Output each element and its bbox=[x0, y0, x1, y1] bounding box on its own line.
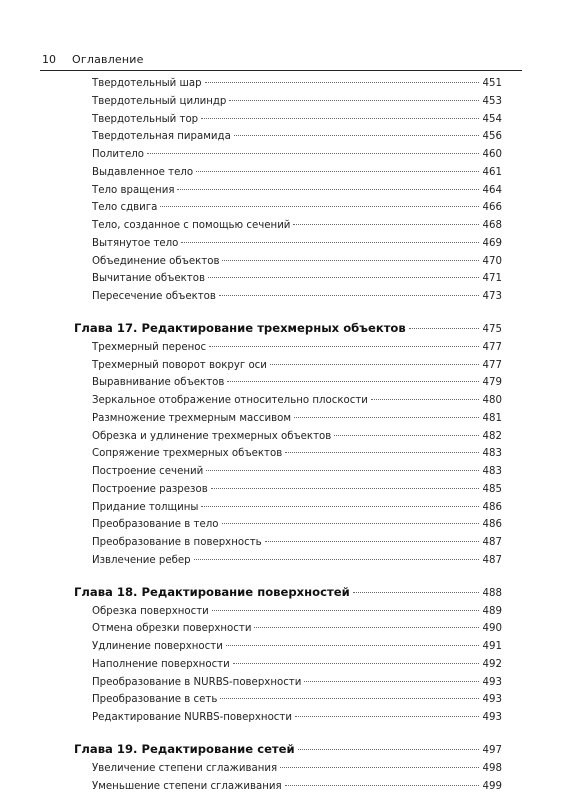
toc-entry-title: Трехмерный перенос bbox=[92, 341, 207, 353]
toc-entry bbox=[92, 291, 502, 302]
toc-entry bbox=[92, 502, 502, 513]
toc-entry-page: 483 bbox=[482, 448, 502, 460]
dot-leader bbox=[280, 767, 479, 768]
toc-entry bbox=[92, 202, 502, 213]
dot-leader bbox=[220, 698, 479, 699]
dot-leader bbox=[229, 100, 479, 101]
toc-entry bbox=[92, 519, 502, 530]
toc-entry-page: 479 bbox=[482, 377, 502, 389]
toc-entry bbox=[92, 167, 502, 178]
dot-leader bbox=[206, 470, 479, 471]
toc-entry-page: 470 bbox=[482, 255, 502, 267]
toc-entry-title: Твердотельная пирамида bbox=[92, 131, 231, 143]
running-title: Оглавление bbox=[72, 53, 144, 66]
toc-entry-page: 489 bbox=[482, 605, 502, 617]
toc-entry bbox=[92, 677, 502, 688]
toc-entry-title: Придание толщины bbox=[92, 501, 199, 513]
toc-entry-title: Объединение объектов bbox=[92, 255, 220, 267]
toc-entry-title: Размножение трехмерным массивом bbox=[92, 412, 292, 424]
dot-leader bbox=[371, 399, 479, 400]
toc-entry bbox=[92, 431, 502, 442]
toc-entry bbox=[92, 781, 502, 792]
toc-entry-page: 493 bbox=[482, 676, 502, 688]
toc-entry bbox=[92, 220, 502, 231]
dot-leader bbox=[304, 681, 479, 682]
toc-entry-title: Извлечение ребер bbox=[92, 554, 191, 566]
toc-entry-title: Наполнение поверхности bbox=[92, 658, 230, 670]
dot-leader bbox=[270, 364, 479, 365]
toc-entry-title: Сопряжение трехмерных объектов bbox=[92, 448, 283, 460]
toc-entry bbox=[92, 484, 502, 495]
dot-leader bbox=[234, 135, 479, 136]
toc-entry-title: Преобразование в NURBS-поверхности bbox=[92, 676, 302, 688]
toc-entry-title: Вычитание объектов bbox=[92, 273, 205, 285]
page-number: 10 bbox=[42, 53, 56, 66]
toc-entry-title: Преобразование в сеть bbox=[92, 694, 218, 706]
toc-entry bbox=[92, 377, 502, 388]
toc-entry-page: 454 bbox=[482, 113, 502, 125]
dot-leader bbox=[196, 171, 479, 172]
toc-entry-title: Выравнивание объектов bbox=[92, 377, 225, 389]
toc-entry-title: Уменьшение степени сглаживания bbox=[92, 780, 282, 792]
toc-entry-title: Тело вращения bbox=[92, 184, 175, 196]
toc-entry-title: Увеличение степени сглаживания bbox=[92, 762, 278, 774]
toc-entry-title: Построение сечений bbox=[92, 466, 204, 477]
toc-entry bbox=[92, 448, 502, 459]
dot-leader bbox=[233, 663, 479, 664]
toc-entry-title: Обрезка поверхности bbox=[92, 605, 209, 617]
toc-entry-page: 499 bbox=[482, 780, 502, 792]
dot-leader bbox=[201, 118, 479, 119]
toc-entry bbox=[92, 659, 502, 670]
toc-entry bbox=[92, 537, 502, 548]
toc-entry-page: 483 bbox=[482, 466, 502, 477]
dot-leader bbox=[298, 749, 479, 750]
toc-entry-page: 473 bbox=[482, 291, 502, 302]
toc-entry-title: Глава 17. Редактирование трехмерных объектов bbox=[74, 320, 406, 335]
toc-entry-page: 477 bbox=[482, 359, 502, 371]
toc-entry-page: 468 bbox=[482, 220, 502, 231]
dot-leader bbox=[212, 610, 479, 611]
toc-entry-page: 480 bbox=[482, 395, 502, 406]
toc-entry-page: 456 bbox=[482, 131, 502, 143]
toc-entry-page: 493 bbox=[482, 694, 502, 706]
dot-leader bbox=[254, 627, 479, 628]
dot-leader bbox=[201, 506, 479, 507]
toc-entry-title: Выдавленное тело bbox=[92, 166, 194, 178]
toc-entry bbox=[92, 149, 502, 160]
toc-entry-title: Обрезка и удлинение трехмерных объектов bbox=[92, 430, 332, 442]
dot-leader bbox=[353, 592, 479, 593]
dot-leader bbox=[295, 716, 479, 717]
toc-entry bbox=[92, 763, 502, 774]
toc-entry bbox=[92, 273, 502, 284]
toc-entry-title: Твердотельный цилиндр bbox=[92, 95, 227, 107]
dot-leader bbox=[334, 435, 479, 436]
toc-entry bbox=[92, 96, 502, 107]
toc-entry-page: 469 bbox=[482, 237, 502, 249]
toc-entry-title: Редактирование NURBS-поверхности bbox=[92, 712, 292, 723]
toc-entry-title: Зеркальное отображение относительно плоскости bbox=[92, 395, 368, 406]
dot-leader bbox=[194, 559, 479, 560]
toc-entry-page: 486 bbox=[482, 501, 502, 513]
dot-leader bbox=[205, 82, 479, 83]
toc-chapter-entry bbox=[74, 742, 502, 756]
toc-entry-title: Построение разрезов bbox=[92, 483, 208, 495]
toc-entry-title: Преобразование в тело bbox=[92, 519, 219, 531]
dot-leader bbox=[265, 541, 479, 542]
toc-entry-page: 493 bbox=[482, 712, 502, 723]
toc-entry-page: 453 bbox=[482, 95, 502, 107]
dot-leader bbox=[222, 523, 480, 524]
toc-entry-page: 490 bbox=[482, 623, 502, 635]
dot-leader bbox=[211, 488, 479, 489]
toc-entry bbox=[92, 238, 502, 249]
toc-entry-page: 471 bbox=[482, 273, 502, 285]
toc-entry-page: 464 bbox=[482, 184, 502, 196]
toc-entry bbox=[92, 185, 502, 196]
toc-entry-page: 497 bbox=[482, 744, 502, 756]
toc-entry-page: 487 bbox=[482, 537, 502, 548]
toc-entry-page: 498 bbox=[482, 762, 502, 774]
toc-entry-title: Удлинение поверхности bbox=[92, 641, 223, 652]
toc-entry-title: Вытянутое тело bbox=[92, 237, 179, 249]
toc-entry bbox=[92, 131, 502, 142]
toc-entry bbox=[92, 641, 502, 652]
toc-entry-page: 487 bbox=[482, 554, 502, 566]
dot-leader bbox=[177, 189, 479, 190]
dot-leader bbox=[293, 224, 479, 225]
toc-entry bbox=[92, 555, 502, 566]
toc-entry-title: Твердотельный шар bbox=[92, 78, 202, 89]
dot-leader bbox=[227, 381, 479, 382]
toc-entry bbox=[92, 78, 502, 89]
toc-entry bbox=[92, 114, 502, 125]
toc-entry-title: Пересечение объектов bbox=[92, 291, 216, 302]
dot-leader bbox=[285, 785, 479, 786]
toc-entry-title: Твердотельный тор bbox=[92, 113, 199, 125]
toc-entry bbox=[92, 342, 502, 353]
dot-leader bbox=[409, 328, 479, 329]
toc-entry bbox=[92, 466, 502, 477]
toc-entry-title: Тело, созданное с помощью сечений bbox=[92, 220, 291, 231]
toc-entry-page: 477 bbox=[482, 341, 502, 353]
toc-entry-page: 488 bbox=[482, 587, 502, 599]
dot-leader bbox=[147, 153, 479, 154]
toc-chapter-entry bbox=[74, 585, 502, 599]
toc-entry bbox=[92, 623, 502, 634]
toc-entry-title: Преобразование в поверхность bbox=[92, 537, 262, 548]
dot-leader bbox=[294, 417, 479, 418]
toc-entry-title: Глава 19. Редактирование сетей bbox=[74, 741, 295, 756]
toc-entry-title: Глава 18. Редактирование поверхностей bbox=[74, 584, 350, 599]
toc-entry-page: 466 bbox=[482, 202, 502, 214]
toc-entry-title: Тело сдвига bbox=[92, 202, 158, 214]
toc-entry-title: Политело bbox=[92, 149, 144, 160]
toc-entry-page: 481 bbox=[482, 412, 502, 424]
toc-entry bbox=[92, 413, 502, 424]
dot-leader bbox=[209, 346, 479, 347]
toc-chapter-entry bbox=[74, 321, 502, 335]
dot-leader bbox=[222, 260, 479, 261]
toc-entry bbox=[92, 712, 502, 723]
toc-entry bbox=[92, 360, 502, 371]
toc-entry-page: 486 bbox=[482, 519, 502, 531]
dot-leader bbox=[219, 295, 479, 296]
toc-entry bbox=[92, 256, 502, 267]
toc-entry-page: 460 bbox=[482, 149, 502, 160]
toc-entry bbox=[92, 606, 502, 617]
toc-entry bbox=[92, 694, 502, 705]
dot-leader bbox=[181, 242, 479, 243]
toc-entry-page: 485 bbox=[482, 483, 502, 495]
dot-leader bbox=[285, 452, 479, 453]
toc-entry-page: 482 bbox=[482, 430, 502, 442]
toc-entry-page: 492 bbox=[482, 658, 502, 670]
toc-entry bbox=[92, 395, 502, 406]
toc-entry-title: Отмена обрезки поверхности bbox=[92, 623, 252, 635]
toc-entry-page: 475 bbox=[482, 323, 502, 335]
dot-leader bbox=[160, 206, 479, 207]
toc-entry-page: 491 bbox=[482, 641, 502, 652]
toc-entry-page: 451 bbox=[482, 78, 502, 89]
dot-leader bbox=[208, 277, 479, 278]
toc-entry-title: Трехмерный поворот вокруг оси bbox=[92, 359, 267, 371]
dot-leader bbox=[226, 645, 479, 646]
toc-entry-page: 461 bbox=[482, 166, 502, 178]
